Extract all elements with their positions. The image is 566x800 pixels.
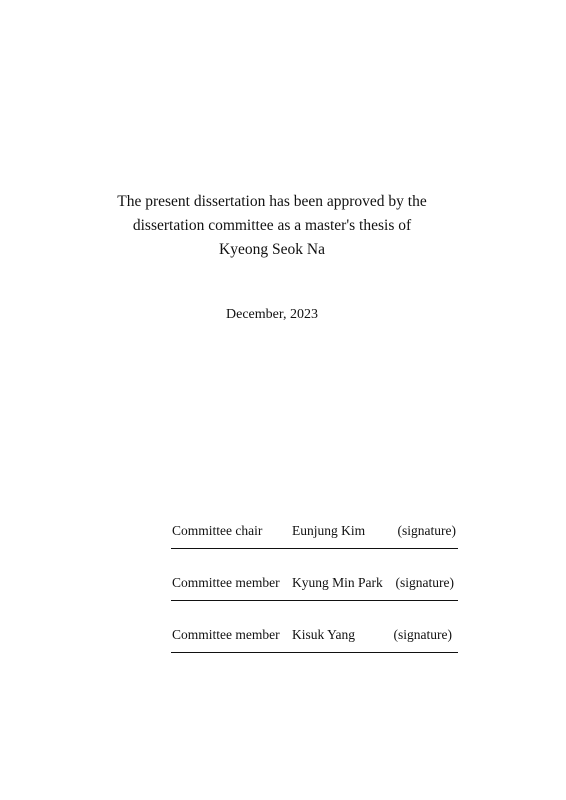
committee-role: Committee member bbox=[172, 627, 280, 642]
committee-row-chair bbox=[171, 514, 458, 549]
committee-role: Committee member bbox=[172, 575, 280, 590]
committee-name: Kisuk Yang bbox=[292, 627, 356, 642]
committee-role: Committee chair bbox=[172, 523, 263, 538]
committee-list bbox=[171, 514, 458, 670]
committee-row-member-2 bbox=[171, 618, 458, 653]
committee-name: Kyung Min Park bbox=[292, 575, 383, 590]
committee-name: Eunjung Kim bbox=[292, 523, 366, 538]
approval-date: December, 2023 bbox=[226, 307, 318, 322]
author-name: Kyeong Seok Na bbox=[219, 241, 325, 258]
committee-row-member-1 bbox=[171, 566, 458, 601]
signature-placeholder: (signature) bbox=[397, 523, 456, 538]
approval-line-2: dissertation committee as a master's thesis of bbox=[132, 217, 412, 234]
approval-statement bbox=[0, 190, 544, 262]
approval-line-1: The present dissertation has been approved by the bbox=[117, 193, 427, 210]
signature-placeholder: (signature) bbox=[393, 627, 452, 642]
signature-placeholder: (signature) bbox=[395, 575, 454, 590]
